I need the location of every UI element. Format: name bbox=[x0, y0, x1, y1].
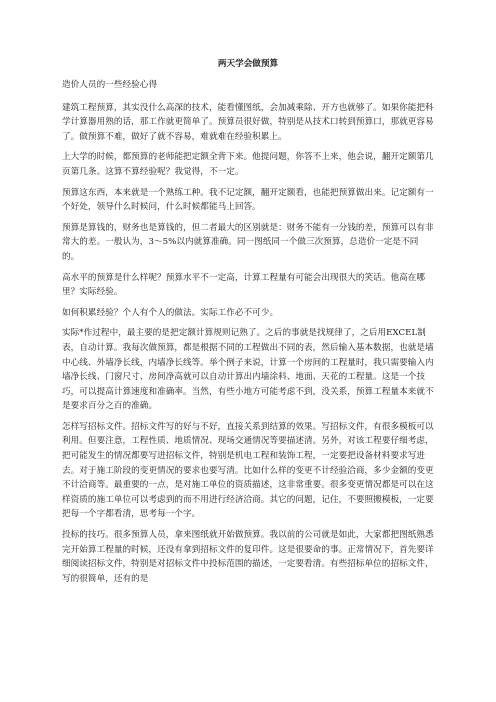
paragraph: 如何积累经验？个人有个人的做法。实际工作必不可少。 bbox=[62, 307, 279, 318]
paragraph: 预算是算钱的，财务也是算钱的，但二者最大的区别就是：财务不能有一分钱的差，预算可以有非常大的差。一般认为，3～5%以内就算准确。同一图纸同一个做三次预算，总造价一定是不同的。 bbox=[62, 222, 434, 262]
paragraph: 实际*作过程中，最主要的是把定额计算规则记熟了。之后的事就是找规律了，之后用EXCEL制表，自动计算。我每次做预算，都是根据不同的工程做出不同的表，然后输入基本数据，也就是墙中心线、外墙净长线，内墙净长线等。举个例子来说，计算一个房间的工程量时，我只需要输入内墙净长线、门窗尺寸、房间净高就可以自动计算出内墙涂料、地面、天花的工程量。这是一个技巧，可以提高计算速度和准确率。当然，有些小地方可能考虑不到，没关系，预算工程量本来就不是要求百分之百的准确。 bbox=[62, 328, 434, 412]
document-body bbox=[62, 58, 434, 592]
paragraph: 怎样写招标文件。招标文件写的好与不好，直接关系到结算的效果。写招标文件，有很多模板可以利用。但要注意，工程性质、地质情况、现场交通情况等要描述清。另外，对该工程要仔细考虑，把可能发生的情况都要写进招标文件，特别是机电工程和装饰工程，一定要把设备材料要求写进去。对于施工阶段的变更情况的要求也要写清。比如什么样的变更不计经验洽商，多少金额的变更不计洽商等。最重要的一点，是对施工单位的资质描述，这非常重要。很多变更情况都是可以在这样资质的施工单位可以考虑到的而不用进行经济洽商。其它的问题，记住，不要照搬模板，一定要把每一个字都看清，思考每一个字。 bbox=[62, 421, 434, 520]
paragraph-subtitle: 造价人员的一些经验心得 bbox=[62, 80, 158, 90]
paragraph: 高水平的预算是什么样呢？预算水平不一定高，计算工程量有可能会出现很大的笑话。他高在哪里？实际经验。 bbox=[62, 272, 426, 298]
paragraph: 建筑工程预算，其实没什么高深的技术，能看懂图纸，会加减乘除、开方也就够了。如果你能把科学计算器用熟的话，那工作就更简单了。预算员很好做，特别是从技术口转到预算口，那就更容易了。做预算不难，做好了就不容易，难就难在经验积累上。 bbox=[62, 102, 434, 142]
document-title: 两天学会做预算 bbox=[217, 59, 279, 69]
paragraph: 预算这东西，本来就是一个熟练工种。我不记定额，翻开定额看，也能把预算做出来。记定额有一个好处，领导什么时候问，什么时候都能马上回答。 bbox=[62, 187, 434, 213]
paragraph: 上大学的时候，都预算的老师能把定额全背下来。他提问题，你答不上来，他会说，翻开定额第几页第几条。这算不算经验呢？我觉得，不一定。 bbox=[62, 152, 434, 177]
paragraph: 投标的技巧。很多预算人员，拿来图纸就开始做预算。我以前的公司就是如此，大家都把图纸熟悉完开始算工程量的时候，还没有拿到招标文件的复印件。这是很要命的事。正常情况下，首先要详细阅读招标文件，特别是对招标文件中投标范围的描述，一定要看清。有些招标单位的招标文件，写的很简单，还有的是 bbox=[62, 530, 434, 584]
